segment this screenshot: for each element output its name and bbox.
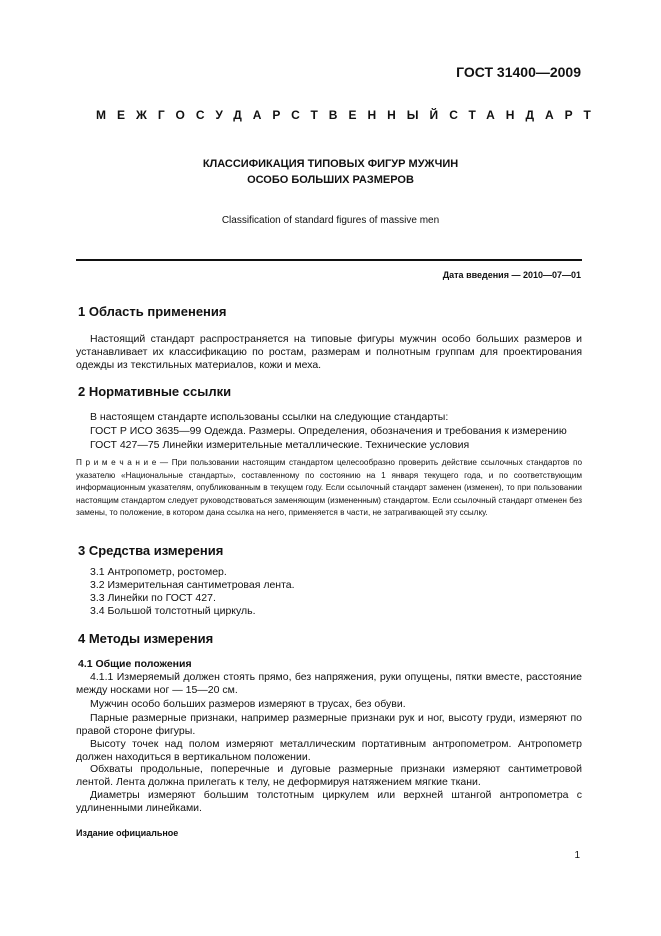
note-label: П р и м е ч а н и е — xyxy=(76,458,169,467)
ref-item-1 xyxy=(76,425,582,438)
note-text: При пользовании настоящим стандартом целесообразно проверить действие ссылочных стандартов по указателю «Национальные стандарты», составленному по состоянию на 1 января текущего года, и по соответствующим информационным указателям, опубликованным в текущем году. Если ссылочный стандарт заменен (изменен), то при пользовании настоящим стандартом следует руководствоваться заменяющим (измененным) стандартом. Если ссылочный стандарт отменен без замены, то положение, в котором дана ссылка на него, применяется в части, не затрагивающей эту ссылку. xyxy=(76,458,582,517)
banner-word-standard: СТАНДАРТ xyxy=(449,108,602,122)
refs-intro xyxy=(76,411,582,424)
section-4-heading: 4 Методы измерения xyxy=(78,631,214,646)
tool-item-4-text: 3.4 Большой толстотный циркуль. xyxy=(90,605,256,617)
title-line-1: КЛАССИФИКАЦИЯ ТИПОВЫХ ФИГУР МУЖЧИН xyxy=(202,158,459,170)
method-paragraph-3-text: Парные размерные признаки, например размерные признаки рук и ног, высоту груди, измеряют по правой стороне фигуры. xyxy=(76,712,582,737)
section-1-heading: 1 Область применения xyxy=(78,304,227,319)
method-paragraph-6-text: Диаметры измеряют большим толстотным циркулем или верхней штангой антропометра с удлиненными линейками. xyxy=(76,789,582,814)
note-block xyxy=(76,457,582,520)
page-number: 1 xyxy=(574,850,580,861)
method-paragraph-5-text: Обхваты продольные, поперечные и дуговые размерные признаки измеряют сантиметровой лентой. Лента должна прилегать к телу, не деформируя натяжением мягкие ткани. xyxy=(76,763,582,788)
tool-item-3-text: 3.3 Линейки по ГОСТ 427. xyxy=(90,592,216,604)
method-paragraph-4 xyxy=(76,738,582,764)
method-paragraph-3 xyxy=(76,712,582,738)
ref-item-2 xyxy=(76,439,582,452)
method-paragraph-1-text: 4.1.1 Измеряемый должен стоять прямо, без напряжения, руки опущены, пятки вместе, расстояние между носками ног — 15—20 см. xyxy=(76,671,582,696)
section-1-paragraph xyxy=(76,333,582,372)
method-paragraph-2-text: Мужчин особо больших размеров измеряют в трусах, без обуви. xyxy=(90,698,406,710)
subsection-4-1-heading: 4.1 Общие положения xyxy=(78,658,192,670)
banner-word-interstate: МЕЖГОСУДАРСТВЕННЫЙ xyxy=(96,108,450,122)
header-rule xyxy=(76,259,582,261)
introduction-date: Дата введения — 2010—07—01 xyxy=(442,270,581,280)
ref-item-1-text: ГОСТ Р ИСО 3635—99 Одежда. Размеры. Определения, обозначения и требования к измерению xyxy=(90,425,567,437)
method-paragraph-6 xyxy=(76,789,582,815)
method-paragraph-5 xyxy=(76,763,582,789)
gost-code: ГОСТ 31400—2009 xyxy=(456,64,581,80)
standard-banner xyxy=(96,108,602,122)
tool-item-3 xyxy=(76,592,582,605)
section-3-heading: 3 Средства измерения xyxy=(78,543,224,558)
tool-item-1 xyxy=(76,566,582,579)
section-1-text: Настоящий стандарт распространяется на типовые фигуры мужчин особо больших размеров и устанавливает их классификацию по ростам, размерам и полнотным группам для проектирования одежды из текстильных материалов, кожи и меха. xyxy=(76,333,582,371)
tool-item-2-text: 3.2 Измерительная сантиметровая лента. xyxy=(90,579,295,591)
title-line-2: ОСОБО БОЛЬШИХ РАЗМЕРОВ xyxy=(247,174,414,186)
tool-item-4 xyxy=(76,605,582,618)
method-paragraph-1 xyxy=(76,671,582,697)
method-paragraph-4-text: Высоту точек над полом измеряют металлическим портативным антропометром. Антропометр должен находиться в вертикальном положении. xyxy=(76,738,582,763)
tool-item-1-text: 3.1 Антропометр, ростомер. xyxy=(90,566,227,578)
english-title: Classification of standard figures of massive men xyxy=(221,215,440,226)
official-edition-label: Издание официальное xyxy=(76,828,179,838)
refs-intro-text: В настоящем стандарте использованы ссылки на следующие стандарты: xyxy=(90,411,449,423)
tool-item-2 xyxy=(76,579,582,592)
method-paragraph-2 xyxy=(76,698,582,711)
section-2-heading: 2 Нормативные ссылки xyxy=(78,384,232,399)
ref-item-2-text: ГОСТ 427—75 Линейки измерительные металлические. Технические условия xyxy=(90,439,470,451)
